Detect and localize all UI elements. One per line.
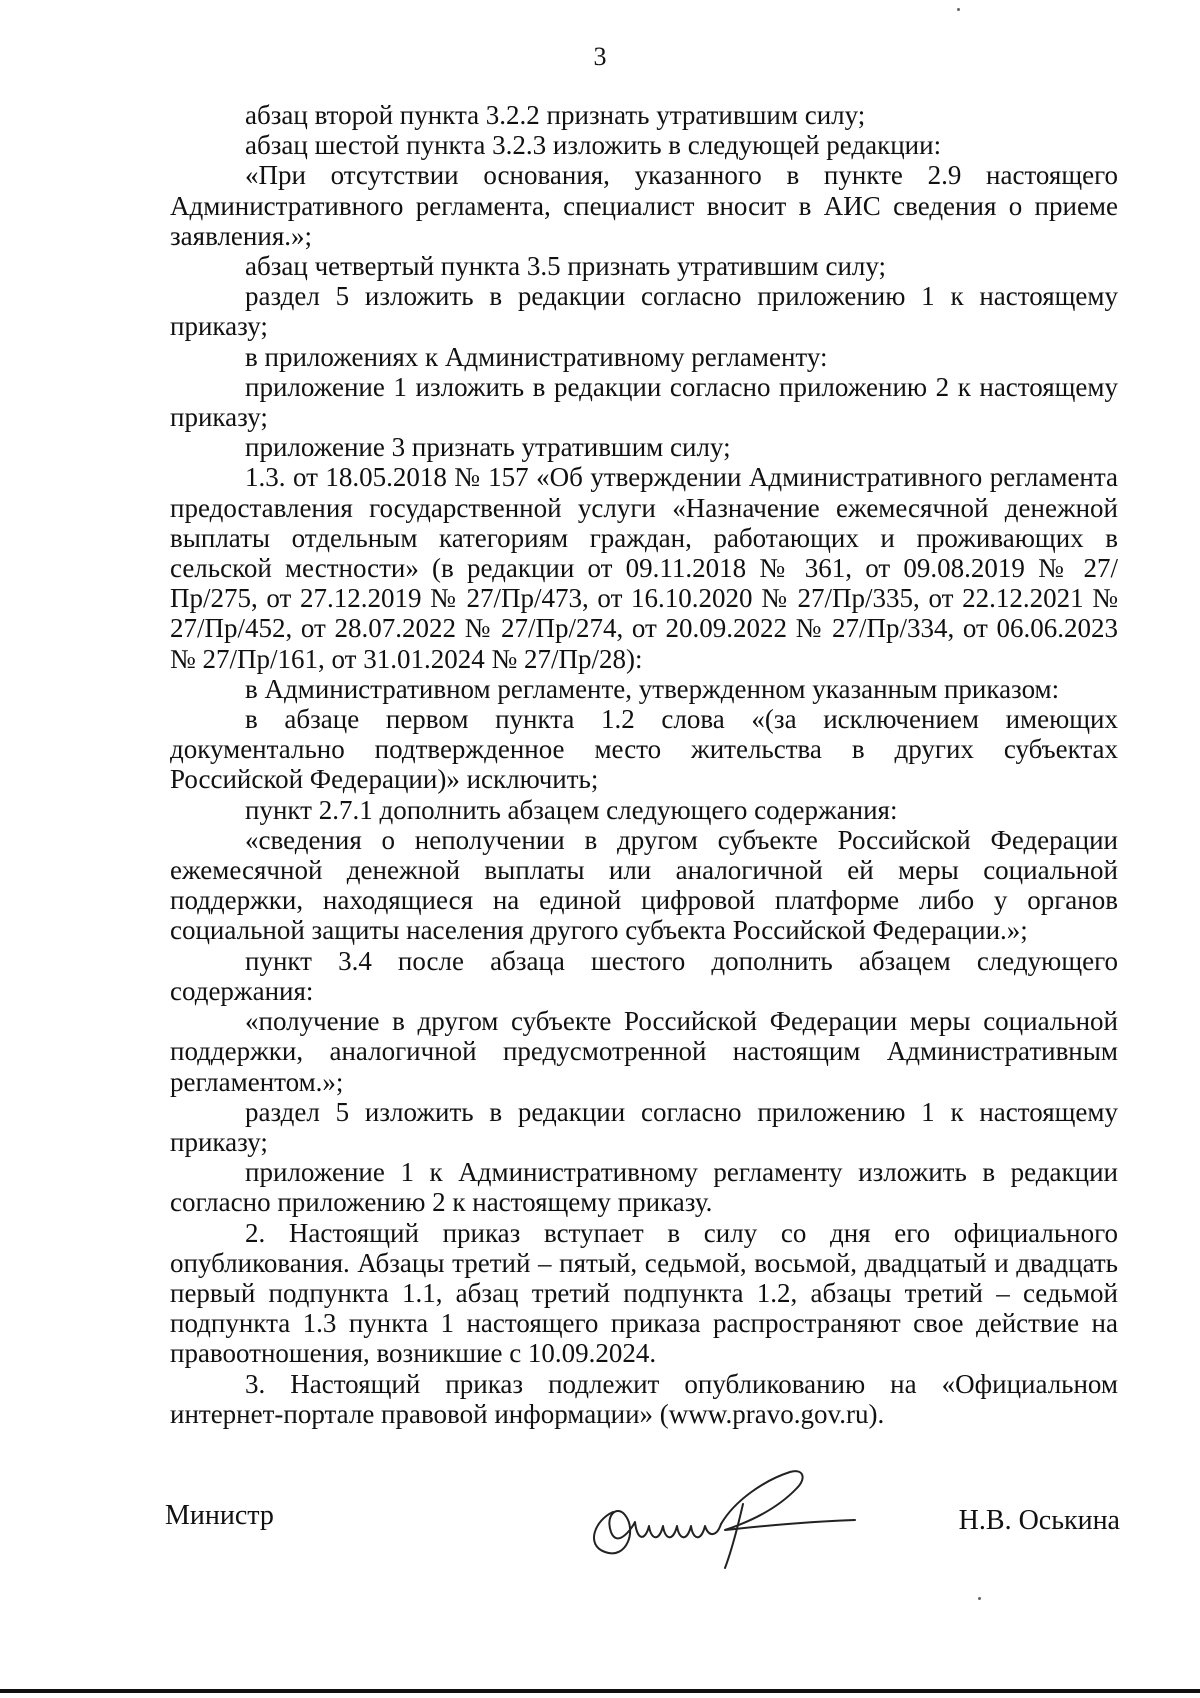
paragraph: «сведения о неполучении в другом субъекте Российской Федерации ежемесячной денежной выплаты или аналогичной ей меры социальной поддержки, находящиеся на единой цифровой платформе либо у органов социальной защиты населения другого субъекта Российской Федерации.»; [170, 824, 1118, 946]
paragraph: «получение в другом субъекте Российской Федерации меры социальной поддержки, аналогичной предусмотренной настоящим Административным регламентом.»; [170, 1006, 1118, 1097]
paragraph: приложение 1 изложить в редакции согласно приложению 2 к настоящему приказу; [170, 371, 1118, 433]
paragraph: в Административном регламенте, утвержденном указанным приказом: [245, 673, 1060, 704]
document-body [170, 100, 1118, 1429]
paragraph: приложение 1 к Административному регламенту изложить в редакции согласно приложению 2 к настоящему приказу. [170, 1157, 1118, 1218]
paragraph: абзац шестой пункта 3.2.3 изложить в следующей редакции: [245, 130, 942, 161]
paragraph: пункт 3.4 после абзаца шестого дополнить абзацем следующего содержания: [170, 945, 1118, 1006]
paragraph: раздел 5 изложить в редакции согласно приложению 1 к настоящему приказу; [170, 1096, 1118, 1157]
paragraph: 3. Настоящий приказ подлежит опубликованию на «Официальном интернет-портале правовой информации» (www.pravo.gov.ru). [170, 1368, 1118, 1429]
paragraph: раздел 5 изложить в редакции согласно приложению 1 к настоящему приказу; [170, 281, 1118, 342]
paragraph: 2. Настоящий приказ вступает в силу со дня его официального опубликования. Абзацы третий – пятый, седьмой, восьмой, двадцатый и двадцать первый подпункта 1.1, абзац третий подпункта 1.2, абзацы третий – седьмой подпункта 1.3 пункта 1 настоящего приказа распространяют свое действие на правоотношения, возникшие с 10.09.2024. [170, 1217, 1118, 1369]
paragraph: пункт 2.7.1 дополнить абзацем следующего содержания: [245, 794, 898, 825]
paragraph: абзац четвертый пункта 3.5 признать утратившим силу; [245, 251, 887, 282]
signer-title: Министр [165, 1500, 274, 1531]
paragraph: приложение 3 признать утратившим силу; [245, 432, 731, 463]
paragraph: 1.3. от 18.05.2018 № 157 «Об утверждении Административного регламента предоставления государственной услуги «Назначение ежемесячной денежной выплаты отдельным категориям граждан, работающих и проживающих в сельской местности» (в редакции от 09.11.2018 № 361, от 09.08.2019 № 27/Пр/275, от 27.12.2019 № 27/Пр/473, от 16.10.2020 № 27/Пр/335, от 22.12.2021 № 27/Пр/452, от 28.07.2022 № 27/Пр/274, от 20.09.2022 № 27/Пр/334, от 06.06.2023 № 27/Пр/161, от 31.01.2024 № 27/Пр/28): [170, 462, 1118, 674]
page-number: 3 [593, 42, 607, 71]
handwritten-signature [575, 1460, 875, 1570]
paragraph: в абзаце первом пункта 1.2 слова «(за исключением имеющих документально подтвержденное место жительства в других субъектах Российской Федерации)» исключить; [170, 704, 1118, 795]
signer-name: Н.В. Оськина [958, 1505, 1120, 1536]
bottom-scan-rule [0, 1689, 1200, 1693]
signature-block [165, 1400, 1120, 1550]
scan-speck [978, 1597, 981, 1600]
paragraph: в приложениях к Административному регламенту: [245, 341, 828, 372]
scan-speck [957, 8, 960, 11]
paragraph: «При отсутствии основания, указанного в пункте 2.9 настоящего Административного регламента, специалист вносит в АИС сведения о приеме заявления.»; [170, 160, 1118, 251]
paragraph: абзац второй пункта 3.2.2 признать утратившим силу; [245, 100, 866, 130]
